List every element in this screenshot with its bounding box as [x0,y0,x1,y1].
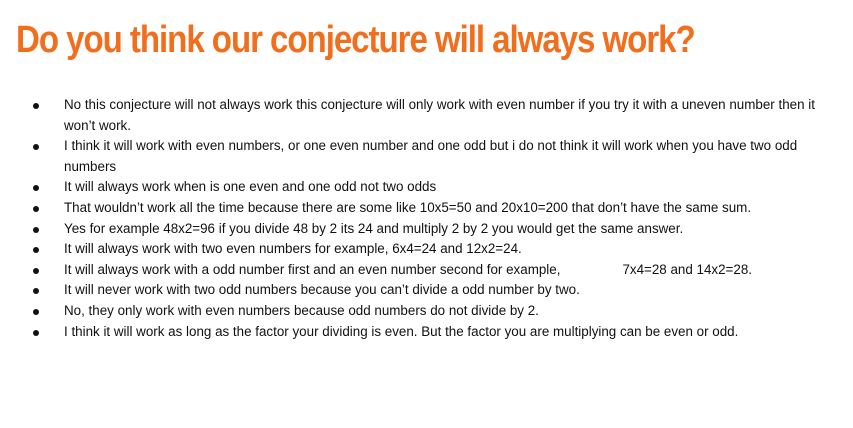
bullet-list [0,95,824,342]
list-item [0,280,824,301]
list-item-text: It will never work with two odd numbers because you can’t divide a odd number by two. [64,282,580,298]
list-item-text-continued: 7x4=28 and 14x2=28. [622,261,752,277]
list-item [0,177,824,198]
list-item-text: It will always work when is one even and one odd not two odds [64,179,437,195]
bullet-icon [33,330,39,336]
list-item-text: It will always work with two even numbers for example, 6x4=24 and 12x2=24. [64,241,522,257]
list-item-text: I think it will work as long as the factor your dividing is even. But the factor you are multiplying can be even or odd. [64,323,739,339]
list-item-text: I think it will work with even numbers, or one even number and one odd but i do not think it will work when you have two odd numbers [64,138,798,174]
list-item [0,136,824,177]
bullet-icon [33,103,39,109]
list-item-text: That wouldn’t work all the time because there are some like 10x5=50 and 20x10=200 that don’t have the same sum. [64,199,752,215]
bullet-icon [33,206,39,212]
list-item [0,322,824,343]
list-item [0,219,824,240]
list-item [0,239,824,260]
bullet-icon [33,185,39,191]
list-item-text: Yes for example 48x2=96 if you divide 48 by 2 its 24 and multiply 2 by 2 you would get the same answer. [64,220,684,236]
bullet-icon [33,227,39,233]
bullet-icon [33,268,39,274]
list-item [0,260,824,281]
bullet-icon [33,144,39,150]
bullet-icon [33,309,39,315]
bullet-icon [33,247,39,253]
list-item-text: No this conjecture will not always work this conjecture will only work with even number if you try it with a uneven number then it won’t work. [64,97,815,133]
list-item [0,301,824,322]
list-item-text: It will always work with a odd number first and an even number second for example, [64,261,561,277]
bullet-icon [33,288,39,294]
list-item [0,95,824,136]
list-item-text: No, they only work with even numbers because odd numbers do not divide by 2. [64,302,539,318]
page-title: Do you think our conjecture will always work? [16,19,695,61]
list-item [0,198,824,219]
